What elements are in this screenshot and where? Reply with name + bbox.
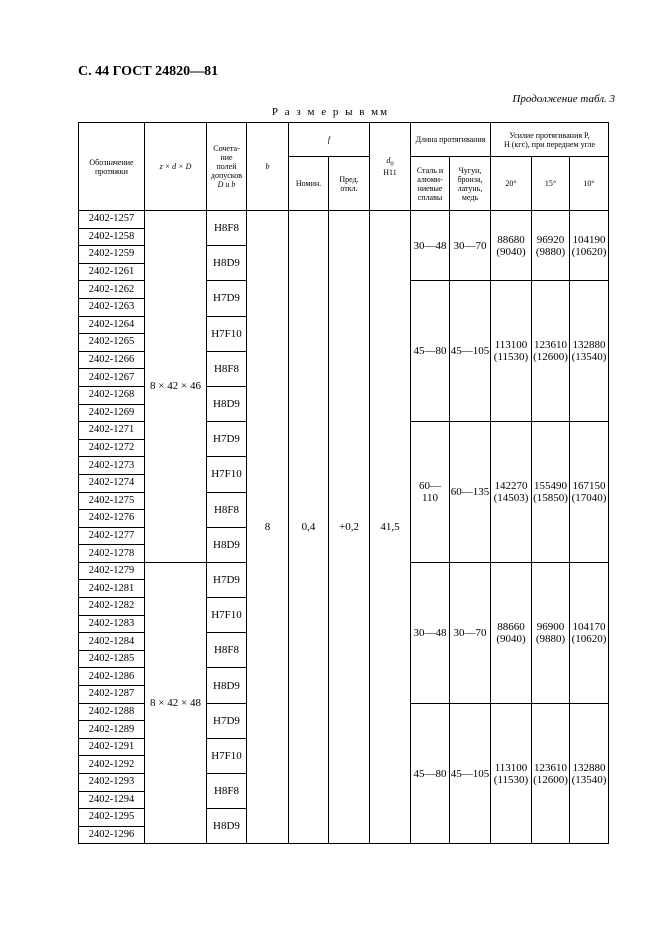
zdD-cell: 8 × 42 × 46 — [145, 211, 207, 563]
designation-cell: 2402-1279 — [79, 562, 145, 580]
steel-length-cell: 60—110 — [411, 422, 450, 563]
force-newton: 123610 — [534, 761, 567, 774]
steel-length-cell: 30—48 — [411, 211, 450, 281]
designation-cell: 2402-1281 — [79, 580, 145, 598]
force-20-cell — [491, 281, 532, 422]
page-header: С. 44 ГОСТ 24820—81 — [78, 64, 219, 79]
designation-cell: 2402-1269 — [79, 404, 145, 422]
force-kgf: (13540) — [571, 351, 607, 364]
header-steel: Сталь и алюми- ниевые сплавы — [411, 157, 450, 211]
header-f-nom: Номин. — [289, 157, 329, 211]
fit-cell: H8D9 — [207, 809, 247, 844]
header-d0: $d_0$ H11 — [370, 123, 411, 211]
designation-cell: 2402-1259 — [79, 246, 145, 264]
force-kgf: (11530) — [493, 773, 529, 786]
designation-cell: 2402-1258 — [79, 228, 145, 246]
force-10-cell — [570, 211, 609, 281]
designation-cell: 2402-1288 — [79, 703, 145, 721]
designation-cell: 2402-1266 — [79, 351, 145, 369]
designation-cell: 2402-1272 — [79, 439, 145, 457]
fit-cell: H7F10 — [207, 316, 247, 351]
force-newton: 123610 — [534, 339, 567, 352]
designation-cell: 2402-1289 — [79, 721, 145, 739]
fit-cell: H8F8 — [207, 492, 247, 527]
designation-cell: 2402-1293 — [79, 774, 145, 792]
force-kgf: (9880) — [535, 245, 566, 258]
force-10-cell — [570, 281, 609, 422]
fit-cell: H8D9 — [207, 386, 247, 421]
force-15-cell — [532, 562, 570, 703]
table-row — [79, 211, 609, 229]
continuation-label: Продолжение табл. 3 — [512, 93, 615, 105]
force-newton: 113100 — [494, 339, 528, 352]
cast-length-cell: 30—70 — [450, 211, 491, 281]
header-angle-10: 10° — [570, 157, 609, 211]
force-kgf: (15850) — [533, 492, 568, 504]
force-newton: 96920 — [536, 233, 565, 246]
designation-cell: 2402-1271 — [79, 422, 145, 440]
designation-cell: 2402-1275 — [79, 492, 145, 510]
designation-cell: 2402-1265 — [79, 334, 145, 352]
force-kgf: (9040) — [496, 245, 526, 258]
designation-cell: 2402-1287 — [79, 686, 145, 704]
designation-cell: 2402-1286 — [79, 668, 145, 686]
designation-cell: 2402-1278 — [79, 545, 145, 563]
units-caption: Р а з м е р ы в мм — [271, 106, 390, 118]
fit-cell: H8F8 — [207, 774, 247, 809]
force-kgf: (9040) — [496, 632, 526, 645]
header-f: f — [289, 123, 370, 157]
designation-cell: 2402-1273 — [79, 457, 145, 475]
steel-length-cell: 45—80 — [411, 281, 450, 422]
header-cast: Чугун, бронза, латунь, медь — [450, 157, 491, 211]
designation-cell: 2402-1291 — [79, 738, 145, 756]
force-15-cell — [532, 211, 570, 281]
fit-cell: H8D9 — [207, 246, 247, 281]
force-newton: 88680 — [497, 233, 525, 246]
designation-cell: 2402-1263 — [79, 298, 145, 316]
cast-length-cell: 60—135 — [450, 422, 491, 563]
fit-cell: H8F8 — [207, 211, 247, 246]
fit-cell: H7D9 — [207, 703, 247, 738]
header-angle-15: 15° — [532, 157, 570, 211]
fit-cell: H8D9 — [207, 668, 247, 703]
force-10-cell — [570, 422, 609, 563]
force-newton: 132880 — [572, 761, 606, 774]
header-force: Усилие протягивания P, Н (кгс), при переднем угле — [491, 123, 609, 157]
force-20-cell — [491, 562, 532, 703]
designation-cell: 2402-1283 — [79, 615, 145, 633]
common-b-cell: 8 — [247, 211, 289, 844]
header-fit: Сочета- ние полей допусков D и b — [207, 123, 247, 211]
common-d0-cell: 41,5 — [370, 211, 411, 844]
fit-cell: H7F10 — [207, 598, 247, 633]
common-f-dev-cell: +0,2 — [329, 211, 370, 844]
designation-cell: 2402-1257 — [79, 211, 145, 229]
force-kgf: (10620) — [571, 632, 607, 645]
common-f-nom-cell: 0,4 — [289, 211, 329, 844]
fit-cell: H8D9 — [207, 527, 247, 562]
force-15-cell — [532, 703, 570, 844]
force-newton: 96900 — [536, 620, 565, 633]
fit-cell: H7F10 — [207, 457, 247, 492]
designation-cell: 2402-1296 — [79, 826, 145, 844]
force-kgf: (9880) — [535, 632, 566, 645]
force-newton: 113100 — [494, 761, 528, 774]
header-b: b — [247, 123, 289, 211]
force-kgf: (17040) — [571, 492, 607, 504]
fit-cell: H7D9 — [207, 422, 247, 457]
designation-cell: 2402-1276 — [79, 510, 145, 528]
designation-cell: 2402-1267 — [79, 369, 145, 387]
force-kgf: (11530) — [493, 351, 529, 364]
force-newton: 88660 — [497, 620, 525, 633]
force-newton: 132880 — [572, 339, 606, 352]
fit-cell: H7D9 — [207, 281, 247, 316]
designation-cell: 2402-1282 — [79, 598, 145, 616]
designation-cell: 2402-1268 — [79, 386, 145, 404]
force-kgf: (10620) — [571, 245, 607, 258]
fit-cell: H7F10 — [207, 738, 247, 773]
force-20-cell — [491, 422, 532, 563]
steel-length-cell: 30—48 — [411, 562, 450, 703]
header-angle-20: 20° — [491, 157, 532, 211]
force-20-cell — [491, 211, 532, 281]
fit-cell: H7D9 — [207, 562, 247, 597]
designation-cell: 2402-1285 — [79, 650, 145, 668]
designation-cell: 2402-1274 — [79, 474, 145, 492]
designation-cell: 2402-1295 — [79, 809, 145, 827]
force-newton: 104190 — [572, 233, 606, 246]
force-kgf: (13540) — [571, 773, 607, 786]
zdD-cell: 8 × 42 × 48 — [145, 562, 207, 844]
force-newton: 104170 — [572, 620, 606, 633]
designation-cell: 2402-1292 — [79, 756, 145, 774]
designation-cell: 2402-1284 — [79, 633, 145, 651]
force-10-cell — [570, 703, 609, 844]
cast-length-cell: 30—70 — [450, 562, 491, 703]
header-f-dev: Пред. откл. — [329, 157, 370, 211]
force-15-cell — [532, 281, 570, 422]
fit-cell: H8F8 — [207, 633, 247, 668]
designation-cell: 2402-1264 — [79, 316, 145, 334]
cast-length-cell: 45—105 — [450, 703, 491, 844]
designation-cell: 2402-1294 — [79, 791, 145, 809]
force-newton: 142270 — [494, 480, 528, 492]
designation-cell: 2402-1261 — [79, 263, 145, 281]
force-newton: 167150 — [572, 480, 606, 492]
force-10-cell — [570, 562, 609, 703]
force-newton: 155490 — [534, 480, 567, 492]
designation-cell: 2402-1277 — [79, 527, 145, 545]
force-kgf: (12600) — [533, 773, 568, 786]
force-kgf: (14503) — [493, 492, 529, 504]
force-15-cell — [532, 422, 570, 563]
force-kgf: (12600) — [533, 351, 568, 364]
header-length: Длина протягивания — [411, 123, 491, 157]
steel-length-cell: 45—80 — [411, 703, 450, 844]
cast-length-cell: 45—105 — [450, 281, 491, 422]
designation-cell: 2402-1262 — [79, 281, 145, 299]
header-designation: Обозначение протяжки — [79, 123, 145, 211]
dimensions-table — [78, 122, 609, 844]
force-20-cell — [491, 703, 532, 844]
header-zdD: z × d × D — [145, 123, 207, 211]
fit-cell: H8F8 — [207, 351, 247, 386]
